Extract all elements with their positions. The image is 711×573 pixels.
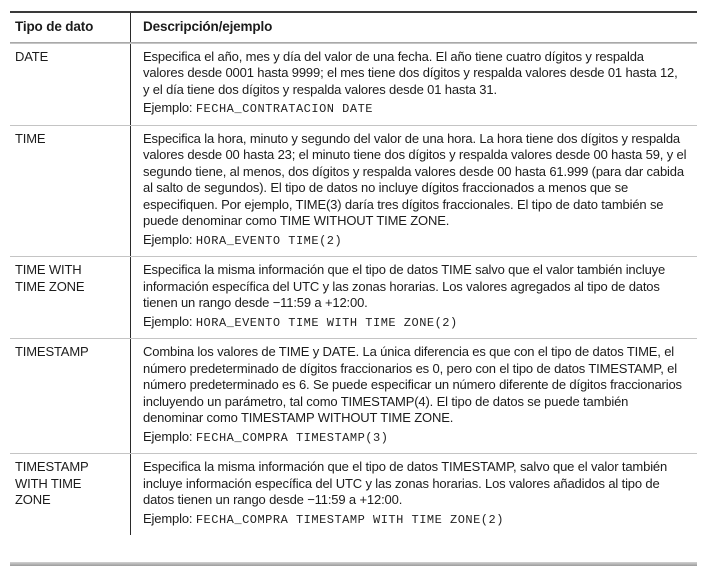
table-header-row	[10, 13, 697, 43]
datatype-description-cell	[130, 257, 697, 338]
description-text: Especifica la misma información que el tipo de datos TIME salvo que el valor también incluye información específica del UTC y las zonas horarias. Los valores agregados al tipo de datos tienen un rango desde −11:59 a +12:00.	[143, 262, 666, 310]
datatype-description-cell	[130, 44, 697, 125]
example-code: HORA_EVENTO TIME WITH TIME ZONE(2)	[195, 315, 458, 330]
datatype-name	[10, 44, 130, 125]
example-label: Ejemplo:	[143, 510, 193, 526]
table-row-timestamp	[10, 338, 697, 453]
description-text: Combina los valores de TIME y DATE. La única diferencia es que con el tipo de datos TIME, el número predeterminado de dígitos fraccionarios es 0, pero con el tipo de datos TIMESTAMP, el número predeterminado es 6. Se puede especificar un número diferente de dígitos fraccionarios incluyendo un parámetro, tal como TIMESTAMP(4). El tipo de datos se puede también denominar como TIMESTAMP WITHOUT TIME ZONE.	[143, 344, 682, 425]
description-text: Especifica el año, mes y día del valor de una fecha. El año tiene cuatro dígitos y respalda valores desde 0001 hasta 9999; el mes tiene dos dígitos y respalda valores desde 01 hasta 12, y el día tiene dos dígitos y respalda valores desde 01 hasta 31.	[143, 48, 678, 97]
column-header-tipo-de-dato: Tipo de dato	[15, 19, 94, 34]
example-line	[143, 314, 687, 332]
datatype-description-cell	[130, 454, 697, 535]
datatype-name-text: DATE	[15, 48, 49, 64]
datatype-name	[10, 454, 130, 535]
datatype-description-cell	[130, 126, 697, 257]
bottom-rule	[10, 562, 697, 566]
example-label: Ejemplo:	[143, 100, 193, 115]
datatype-name-text: TIME WITH TIME ZONE	[15, 262, 85, 294]
datatype-name-text: TIME	[15, 130, 46, 146]
table-row-time	[10, 125, 697, 257]
column-header-descripcion-ejemplo: Descripción/ejemplo	[130, 13, 697, 42]
table-row-time-with-time-zone	[10, 256, 697, 338]
datatype-table	[10, 11, 697, 535]
table-row-date	[10, 43, 697, 125]
datatype-name-text: TIMESTAMP	[15, 344, 89, 359]
example-code: HORA_EVENTO TIME(2)	[195, 233, 343, 248]
example-label: Ejemplo:	[143, 231, 193, 247]
example-line	[143, 100, 687, 118]
description-text: Especifica la misma información que el tipo de datos TIMESTAMP, salvo que el valor también incluye información específica del UTC y las zonas horarias. Los valores añadidos al tipo de datos tienen un rango desde −11:59 a +12:00.	[143, 459, 668, 507]
datatype-name	[10, 126, 130, 257]
example-code: FECHA_COMPRA TIMESTAMP WITH TIME ZONE(2)	[195, 512, 504, 527]
datatype-name-text: TIMESTAMP WITH TIME ZONE	[15, 459, 89, 507]
example-line	[143, 429, 687, 447]
datatype-description-cell	[130, 339, 697, 453]
example-label: Ejemplo:	[143, 313, 193, 329]
table-row-timestamp-with-time-zone	[10, 453, 697, 535]
example-code: FECHA_COMPRA TIMESTAMP(3)	[195, 430, 389, 445]
description-text: Especifica la hora, minuto y segundo del valor de una hora. La hora tiene dos dígitos y respalda valores desde 00 hasta 23; el minuto tiene dos dígitos y respalda valores desde 00 hasta 59, y el segundo tiene, al menos, dos dígitos y respalda valores desde 00 hasta 61.999 (para dar cabida al salto de segundos). El tipo de datos no incluye dígitos fraccionados a menos que se especifiquen. Por ejemplo, TIME(3) daría tres dígitos fraccionales. El tipo de dato también se puede denominar como TIME WITHOUT TIME ZONE.	[143, 130, 687, 228]
datatype-name	[10, 339, 130, 453]
datatype-name	[10, 257, 130, 338]
example-line	[143, 511, 687, 529]
example-line	[143, 232, 687, 250]
example-code: FECHA_CONTRATACION DATE	[195, 102, 373, 116]
example-label: Ejemplo:	[143, 428, 193, 444]
